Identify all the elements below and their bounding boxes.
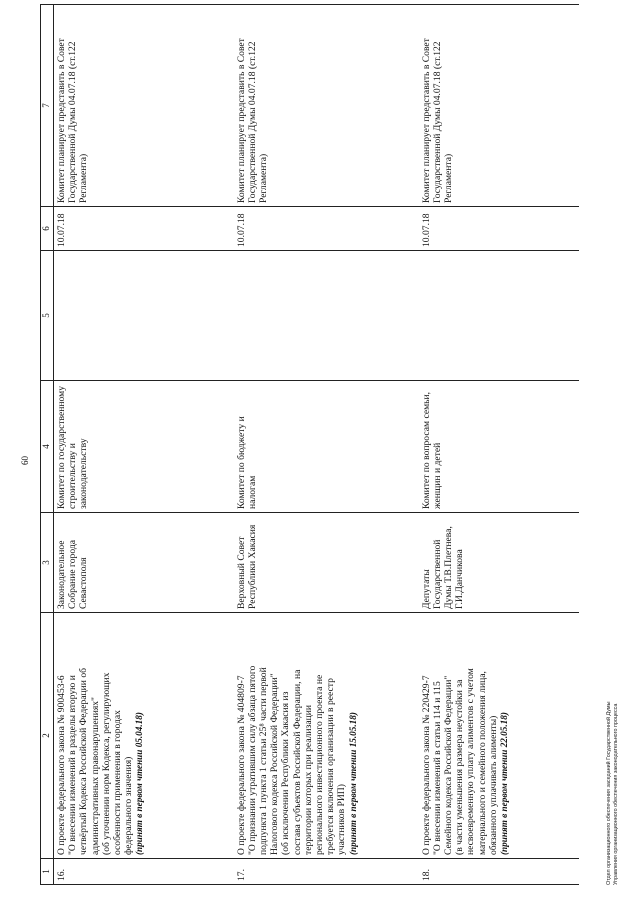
column-header: 5: [41, 251, 54, 381]
initiator: Депутаты Государственной Думы Т.В.Плетнева, Г.И.Данчикова: [419, 513, 579, 613]
table-row: [234, 5, 419, 885]
bill-line: регионального инвестиционного проекта не: [313, 674, 325, 855]
bill-title: [54, 613, 234, 859]
bill-line: подпункта 1 пункта 1 статьи 25⁸ части первой: [257, 667, 269, 855]
bill-line: О проекте федерального закона № 404809-7: [235, 675, 247, 855]
bill-line: Налогового кодекса Российской Федерации": [269, 673, 281, 855]
footer-line: Отдел организационного обеспечения заседаний Государственной Думы: [606, 701, 612, 885]
date: 10.07.18: [54, 207, 234, 251]
committee: Комитет по вопросам семьи, женщин и детей: [419, 381, 579, 513]
bill-line: О проекте федерального закона № 900453-6: [56, 675, 67, 855]
bill-line: "О признании утратившим силу абзаца пятого: [246, 665, 258, 855]
bill-line: Семейного кодекса Российской Федерации": [442, 675, 454, 855]
note: Комитет планирует представить в Совет Государственной Думы 04.07.18 (ст.122 Регламента): [419, 5, 579, 207]
table-row: [54, 5, 234, 885]
bill-line: несвоевременную уплату алиментов с учетом: [465, 668, 477, 855]
row-number: 18.: [419, 859, 579, 885]
agenda-table: [40, 4, 579, 885]
reading-note: (принят в первом чтении 22.05.18): [498, 712, 509, 855]
column-header: 6: [41, 207, 54, 251]
bill-line: О проекте федерального закона № 220429-7: [420, 675, 432, 855]
column-header: 7: [41, 5, 54, 207]
bill-line: состава субъектов Российской Федерации, на: [291, 669, 303, 855]
bill-line: требуется включения организации в реестр: [325, 678, 337, 855]
column-header: 2: [41, 613, 54, 859]
bill-line: (об уточнении норм Кодекса, регулирующих: [100, 672, 112, 855]
bill-line: участников РИП): [336, 784, 348, 855]
bill-line: "О внесении изменений в статьи 114 и 115: [431, 681, 443, 855]
note: Комитет планирует представить в Совет Государственной Думы 04.07.18 (ст.122 Регламента): [54, 5, 234, 207]
committee: Комитет по государственному строительству и законодательству: [54, 381, 234, 513]
bill-line: административных правонарушениях": [89, 697, 101, 855]
row-number: 17.: [234, 859, 419, 885]
footer: [606, 702, 620, 885]
table-row: [419, 5, 579, 885]
column-5-cell: [419, 251, 579, 381]
initiator: Законодательное Собрание города Севастополя: [54, 513, 234, 613]
column-5-cell: [54, 251, 234, 381]
bill-line: материального и семейного положения лица,: [476, 671, 488, 855]
committee: Комитет по бюджету и налогам: [234, 381, 419, 513]
column-header: 3: [41, 513, 54, 613]
column-5-cell: [234, 251, 419, 381]
bill-title: [419, 613, 579, 859]
reading-note: (принят в первом чтении 05.04.18): [134, 712, 145, 855]
column-header: 1: [41, 859, 54, 885]
bill-line: четвёртый Кодекса Российской Федерации об: [78, 667, 90, 855]
initiator: Верховный Совет Республики Хакасия: [234, 513, 419, 613]
column-number-row: [41, 5, 54, 885]
footer-line: Управления организационного обеспечения законодательного процесса: [613, 703, 619, 885]
bill-line: (в части уменьшения размера неустойки за: [454, 679, 466, 855]
reading-note: (принят в первом чтении 15.05.18): [347, 712, 358, 855]
bill-line: территории которых при реализации: [302, 704, 314, 855]
bill-title: [234, 613, 419, 859]
bill-line: обязанного уплачивать алименты): [487, 715, 499, 855]
note: Комитет планирует представить в Совет Государственной Думы 04.07.18 (ст.122 Регламента): [234, 5, 419, 207]
date: 10.07.18: [234, 207, 419, 251]
date: 10.07.18: [419, 207, 579, 251]
bill-line: (об исключении Республики Хакасия из: [280, 691, 292, 855]
column-header: 4: [41, 381, 54, 513]
bill-line: "О внесении изменений в разделы вторую и: [67, 675, 79, 855]
bill-line: федерального значения): [123, 756, 135, 855]
page-number: 60: [20, 456, 30, 465]
row-number: 16.: [54, 859, 234, 885]
bill-line: особенности применения в городах: [112, 710, 124, 855]
